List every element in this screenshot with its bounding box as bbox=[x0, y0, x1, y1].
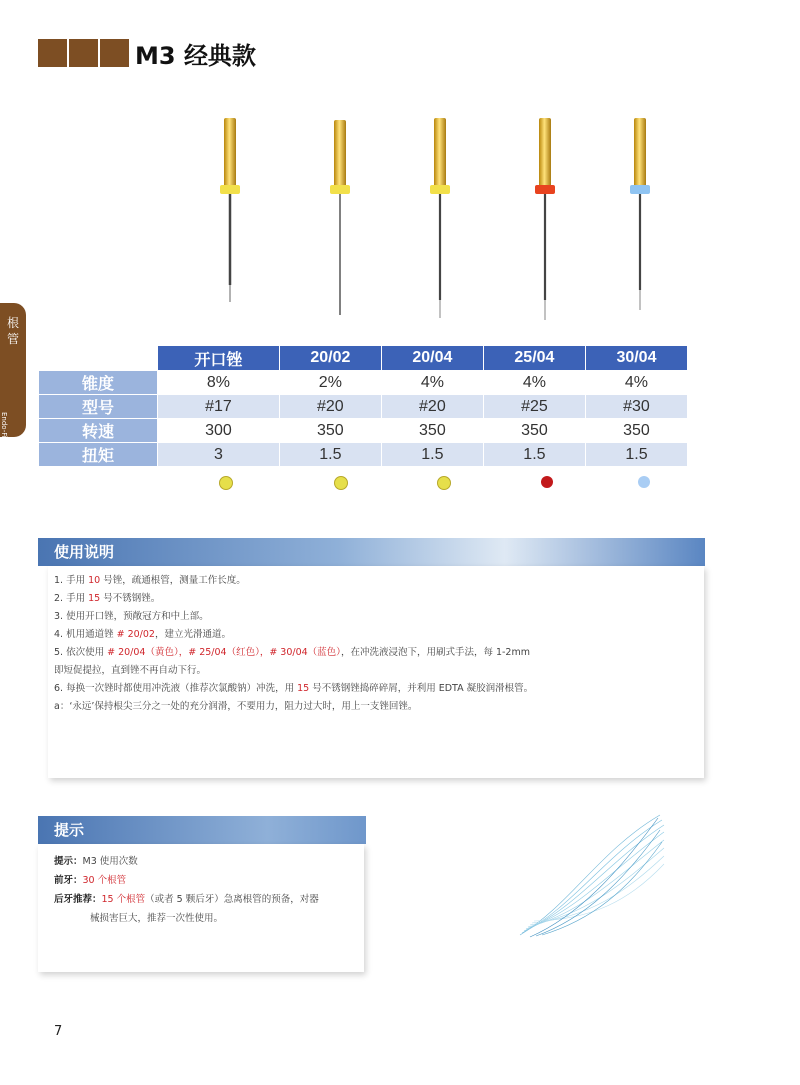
side-tab-english-label: Endo-File bbox=[0, 412, 8, 444]
highlight: 10 bbox=[88, 575, 101, 586]
instruction-line-2 bbox=[54, 590, 704, 608]
tip-anterior bbox=[54, 871, 364, 890]
text: 6. 每换一次锉时都使用冲洗液（推荐次氯酸钠）冲洗，用 bbox=[54, 683, 298, 694]
instruction-line-4 bbox=[54, 626, 704, 644]
tips-title-bar bbox=[38, 816, 366, 844]
color-dot-yellow bbox=[437, 476, 451, 490]
column-header: 20/02 bbox=[279, 346, 381, 371]
tip-key: 后牙推荐： bbox=[54, 894, 102, 905]
table-row-speed bbox=[39, 419, 688, 443]
text: 2. 手用 bbox=[54, 593, 89, 604]
text: 号锉，疏通根管，测量工作长度。 bbox=[100, 575, 246, 586]
tip-posterior-cont: 械损害巨大，推荐一次性使用。 bbox=[90, 913, 224, 924]
text: ，在冲洗液浸泡下，用刷式手法，每 1-2mm bbox=[340, 647, 530, 658]
header-square-1 bbox=[38, 39, 67, 67]
table-cell: 1.5 bbox=[483, 443, 585, 467]
column-header: 20/04 bbox=[381, 346, 483, 371]
tip-usage bbox=[54, 852, 364, 871]
table-cell: 350 bbox=[381, 419, 483, 443]
table-cell: 2% bbox=[279, 371, 381, 395]
tips-panel bbox=[38, 844, 364, 972]
table-cell: 300 bbox=[158, 419, 280, 443]
text: ，建立光滑通道。 bbox=[154, 629, 231, 640]
row-label: 转速 bbox=[39, 419, 158, 443]
table-row-torque bbox=[39, 443, 688, 467]
instruction-line-3: 3. 使用开口锉，预敞冠方和中上部。 bbox=[54, 611, 209, 622]
table-cell: 350 bbox=[585, 419, 687, 443]
highlight: 15 bbox=[297, 683, 310, 694]
column-header: 25/04 bbox=[483, 346, 585, 371]
text: 号不锈钢锉捣碎碎屑，并利用 EDTA 凝胶润滑根管。 bbox=[309, 683, 534, 694]
highlight: # 20/04（黄色），# 25/04（红色），# 30/04（蓝色） bbox=[107, 647, 341, 658]
color-dot-red bbox=[541, 476, 553, 488]
color-dot-yellow bbox=[219, 476, 233, 490]
file-5 bbox=[630, 118, 650, 310]
tip-key: 提示： bbox=[54, 856, 83, 867]
table-cell: 1.5 bbox=[381, 443, 483, 467]
instruction-note: a：‘永远’保持根尖三分之一处的充分润滑，不要用力，阻力过大时，用上一支锉回锉。 bbox=[54, 701, 418, 712]
table-cell: #20 bbox=[381, 395, 483, 419]
file-2 bbox=[330, 120, 350, 315]
file-1 bbox=[220, 118, 240, 302]
row-label: 扭矩 bbox=[39, 443, 158, 467]
highlight: # 20/02 bbox=[116, 629, 155, 640]
tip-highlight: 15 个根管 bbox=[101, 894, 146, 905]
decorative-wave-graphic bbox=[510, 810, 670, 945]
tip-value: M3 使用次数 bbox=[82, 856, 138, 867]
row-label: 型号 bbox=[39, 395, 158, 419]
text: 4. 机用通道锉 bbox=[54, 629, 117, 640]
text: 5. 依次使用 bbox=[54, 647, 108, 658]
table-row-model bbox=[39, 395, 688, 419]
instructions-panel bbox=[48, 566, 704, 778]
column-header: 30/04 bbox=[585, 346, 687, 371]
instructions-title: 使用说明 bbox=[54, 543, 115, 561]
header-square-3 bbox=[100, 39, 129, 67]
text: 1. 手用 bbox=[54, 575, 89, 586]
tips-title: 提示 bbox=[54, 821, 85, 839]
table-cell: 1.5 bbox=[585, 443, 687, 467]
file-4 bbox=[535, 118, 555, 320]
table-row-taper bbox=[39, 371, 688, 395]
instruction-line-1 bbox=[54, 572, 704, 590]
table-cell: 1.5 bbox=[279, 443, 381, 467]
page-number: 7 bbox=[54, 1024, 63, 1039]
side-tab-label: 根管 bbox=[7, 316, 20, 346]
table-corner bbox=[39, 346, 158, 371]
tip-highlight: 30 个根管 bbox=[82, 875, 127, 886]
color-dot-yellow bbox=[334, 476, 348, 490]
table-cell: 8% bbox=[158, 371, 280, 395]
instruction-line-6 bbox=[54, 680, 704, 698]
files-illustration bbox=[0, 110, 800, 325]
instruction-line-5-cont: 即短促提拉，直到锉不再自动下行。 bbox=[54, 665, 207, 676]
table-cell: 3 bbox=[158, 443, 280, 467]
table-cell: 4% bbox=[585, 371, 687, 395]
table-cell: #25 bbox=[483, 395, 585, 419]
table-cell: 4% bbox=[381, 371, 483, 395]
instructions-title-bar bbox=[38, 538, 705, 566]
file-3 bbox=[430, 118, 450, 318]
table-header-row bbox=[39, 346, 688, 371]
table-cell: #20 bbox=[279, 395, 381, 419]
page-title: M3 经典款 bbox=[135, 42, 256, 70]
table-cell: #30 bbox=[585, 395, 687, 419]
instruction-line-5 bbox=[54, 644, 704, 662]
color-dot-blue bbox=[638, 476, 650, 488]
highlight: 15 bbox=[88, 593, 101, 604]
row-label: 锥度 bbox=[39, 371, 158, 395]
table-cell: 350 bbox=[279, 419, 381, 443]
tip-posterior bbox=[54, 890, 364, 909]
text: 号不锈钢锉。 bbox=[100, 593, 161, 604]
table-cell: 4% bbox=[483, 371, 585, 395]
header-square-2 bbox=[69, 39, 98, 67]
tip-key: 前牙： bbox=[54, 875, 83, 886]
spec-table bbox=[38, 345, 688, 467]
table-cell: 350 bbox=[483, 419, 585, 443]
column-header: 开口锉 bbox=[158, 346, 280, 371]
table-cell: #17 bbox=[158, 395, 280, 419]
tip-value: （或者 5 颗后牙）急离根管的预备，对器 bbox=[145, 894, 319, 905]
